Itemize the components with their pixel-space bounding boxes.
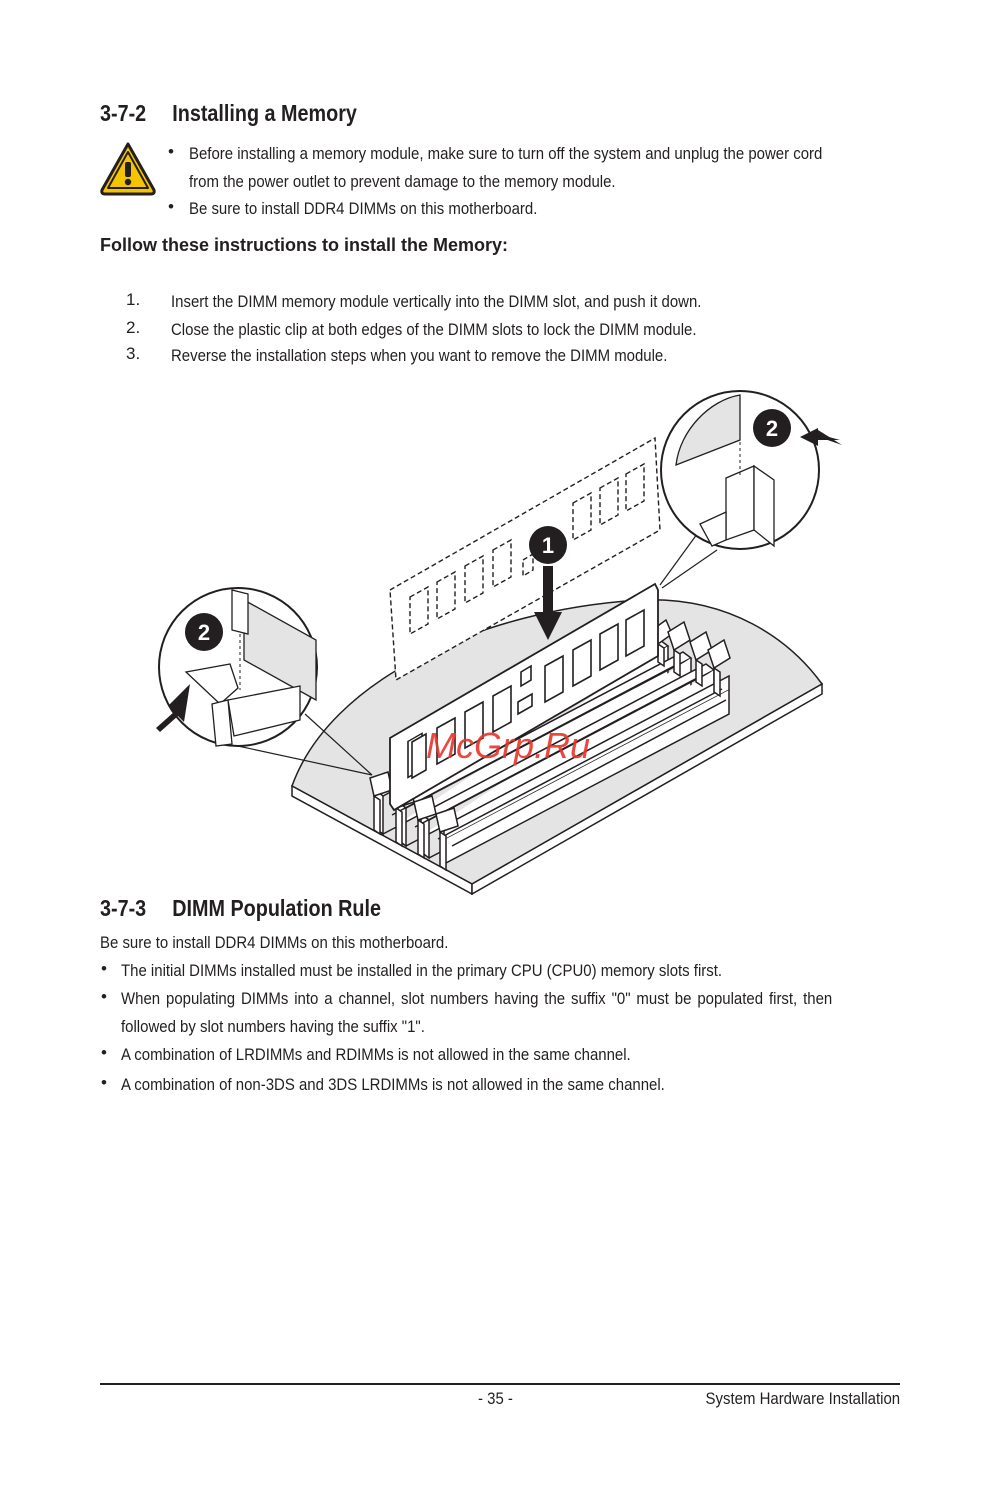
bullet-dot: • [101,959,107,978]
warning-icon [98,140,158,198]
section-heading-population [100,895,381,922]
step-number: 1. [126,290,141,309]
warning-text: from the power outlet to prevent damage to the memory module. [189,172,616,191]
watermark: McGrp.Ru [425,725,591,766]
step-number: 3. [126,344,141,363]
bullet-dot: • [168,142,174,161]
bullet-dot: • [101,1043,107,1062]
instructions-heading: Follow these instructions to install the Memory: [100,235,509,255]
section-heading-installing [100,100,357,127]
warning-text: Before installing a memory module, make sure to turn off the system and unplug the power cord [189,144,823,163]
section-number: 3-7-3 [100,895,147,921]
section-title: DIMM Population Rule [172,895,382,921]
step-text: Close the plastic clip at both edges of the DIMM slots to lock the DIMM module. [171,320,697,339]
population-intro: Be sure to install DDR4 DIMMs on this motherboard. [100,933,449,952]
page-number: - 35 - [478,1389,513,1408]
step-text: Reverse the installation steps when you want to remove the DIMM module. [171,346,668,365]
memory-installation-illustration [150,385,850,895]
step-number: 2. [126,318,141,337]
step-text: Insert the DIMM memory module vertically into the DIMM slot, and push it down. [171,292,702,311]
memory-installation-figure [150,385,850,895]
rule-text: The initial DIMMs installed must be installed in the primary CPU (CPU0) memory slots first. [121,961,723,980]
rule-text: A combination of non-3DS and 3DS LRDIMMs is not allowed in the same channel. [121,1075,665,1094]
bullet-dot: • [101,1073,107,1092]
bullet-dot: • [168,197,174,216]
rule-text: A combination of LRDIMMs and RDIMMs is not allowed in the same channel. [121,1045,631,1064]
bullet-dot: • [101,987,107,1006]
chapter-title: System Hardware Installation [705,1389,900,1408]
section-number: 3-7-2 [100,100,147,126]
footer-rule [100,1383,900,1385]
section-title: Installing a Memory [172,100,357,126]
rule-text: followed by slot numbers having the suffix "1". [121,1017,425,1036]
rule-text: When populating DIMMs into a channel, slot numbers having the suffix "0" must be populated first, then [121,989,833,1008]
callout-2-left-label: 2 [197,620,211,645]
callout-2-right-label: 2 [765,416,779,441]
callout-1-label: 1 [541,533,555,558]
warning-text: Be sure to install DDR4 DIMMs on this motherboard. [189,199,538,218]
